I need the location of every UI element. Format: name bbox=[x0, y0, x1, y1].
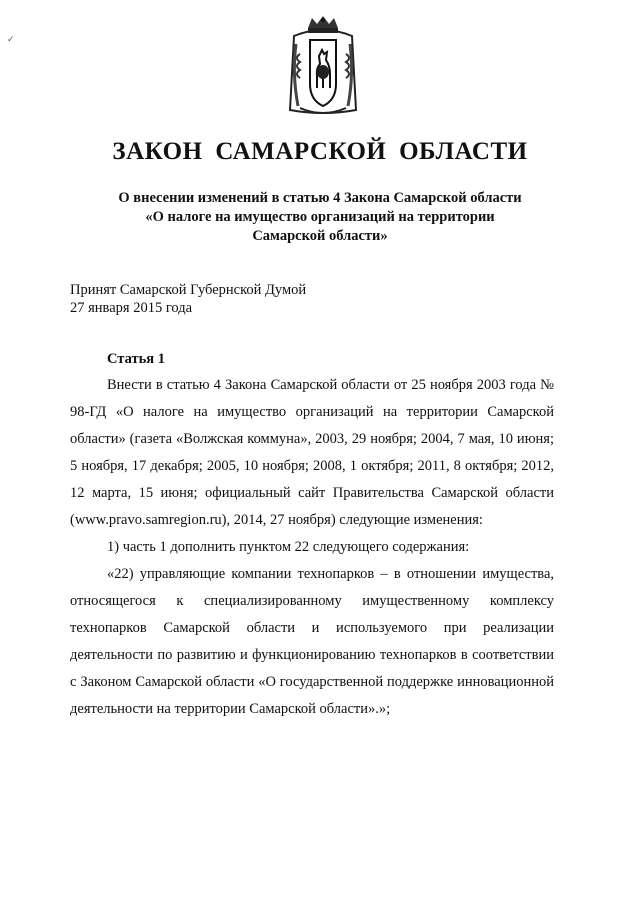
subtitle-line: «О налоге на имущество организаций на территории bbox=[145, 209, 495, 225]
paragraph: 1) часть 1 дополнить пунктом 22 следующего содержания: bbox=[107, 539, 470, 555]
scan-mark: ✓ bbox=[7, 34, 15, 44]
law-subtitle bbox=[0, 189, 640, 246]
subtitle-line: О внесении изменений в статью 4 Закона Самарской области bbox=[118, 190, 522, 206]
adoption-note bbox=[70, 281, 306, 317]
article-heading: Статья 1 bbox=[107, 351, 165, 367]
paragraph: Внести в статью 4 Закона Самарской области от 25 ноября 2003 года № 98-ГД «О налоге на имущество организаций на территории Самарской области» (газета «Волжская коммуна», 2003, 29 ноября; 2004, 7 мая, 10 июня; 5 ноября, 17 декабря; 2005, 10 ноября; 2008, 1 октября; 2011, 8 октября; 2012, 12 марта, 15 июня; официальный сайт Правительства Самарской области (www.pravo.samregion.ru), 2014, 27 ноября) следующие изменения: bbox=[70, 377, 554, 528]
paragraph: «22) управляющие компании технопарков – в отношении имущества, относящегося к специализированному имущественному комплексу технопарков Самарской области и используемого при реализации деятельности по развитию и функционированию технопарков в соответствии с Законом Самарской области «О государственной поддержке инновационной деятельности на территории Самарской области».»; bbox=[70, 566, 554, 717]
adoption-date: 27 января 2015 года bbox=[70, 300, 193, 316]
subtitle-line: Самарской области» bbox=[252, 228, 388, 244]
article-body bbox=[70, 372, 554, 723]
adoption-body: Принят Самарской Губернской Думой bbox=[70, 282, 307, 298]
samara-coat-of-arms-icon bbox=[286, 14, 360, 118]
law-title: ЗАКОН САМАРСКОЙ ОБЛАСТИ bbox=[112, 138, 528, 165]
